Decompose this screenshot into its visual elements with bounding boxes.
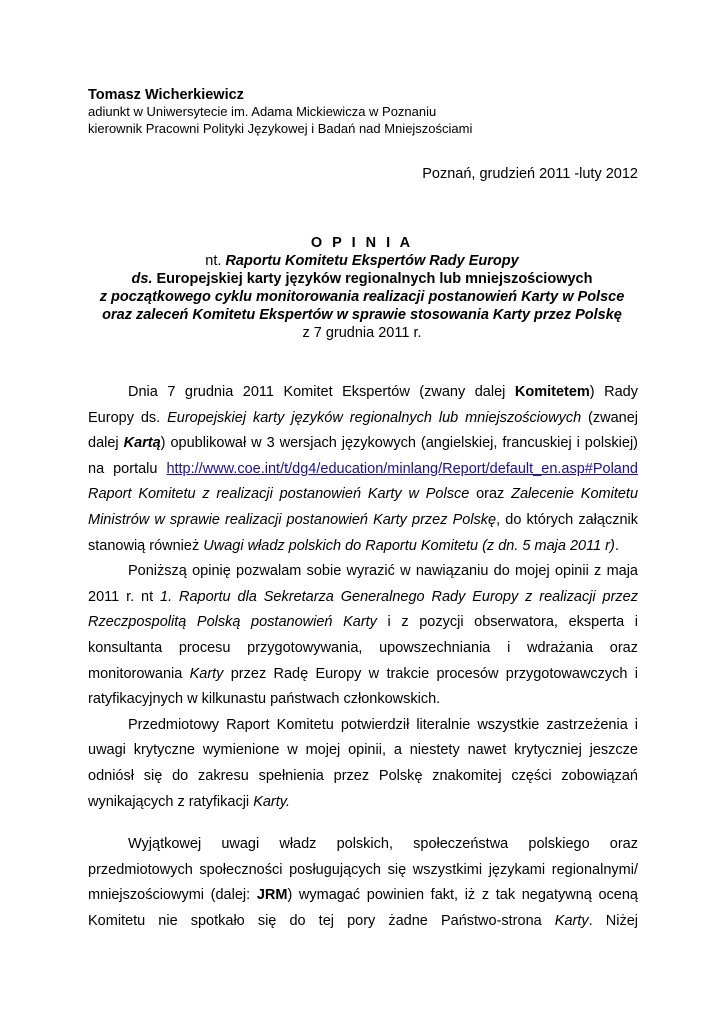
body-section-2 [88, 832, 638, 934]
document-title [60, 234, 664, 342]
title-line-2: ds. Europejskiej karty języków regionalnych lub mniejszościowych [131, 271, 593, 287]
paragraph-2: Poniższą opinię pozwalam sobie wyrazić w nawiązaniu do mojej opinii z maja 2011 r. nt 1. Raportu dla Sekretarza Generalnego Rady Europy z realizacji przez Rzeczpospolitą Polską postanowień Karty i z pozycji obserwatora, eksperta i konsultanta procesu przygotowywania, upowszechniania i wdrażania oraz monitorowania Karty przez Radę Europy w trakcie procesów przygotowawczych i ratyfikacyjnych w kilkunastu państwach członkowskich. [88, 563, 639, 708]
author-affiliation: adiunkt w Uniwersytecie im. Adama Mickiewicza w Poznaniu [88, 104, 437, 119]
paragraph-3: Przedmiotowy Raport Komitetu potwierdził literalnie wszystkie zastrzeżenia i uwagi krytyczne wymienione w mojej opinii, a niestety nawet krytyczniej jeszcze odniósł się do zakresu spełnienia przez Polskę znakomitej części zobowiązań wynikających z ratyfikacji Karty. [88, 716, 638, 810]
paragraph-4: Wyjątkowej uwagi władz polskich, społeczeństwa polskiego oraz przedmiotowych społeczności posługujących się wszystkimi językami regionalnymi/ mniejszościowymi (dalej: JRM) wymagać powinien fakt, iż z tak negatywną oceną Komitetu nie spotkało się do tej pory żadne Państwo-strona Karty. Niżej [88, 836, 638, 929]
author-position: kierownik Pracowni Polityki Językowej i Badań nad Mniejszościami [88, 120, 473, 136]
title-line-1: nt. Raportu Komitetu Ekspertów Rady Europy [205, 253, 519, 269]
body-section-1 [88, 380, 638, 815]
title-heading: O P I N I A [310, 235, 414, 251]
title-line-3: z początkowego cyklu monitorowania realizacji postanowień Karty w Polsce [99, 289, 625, 305]
paragraph-1: Dnia 7 grudnia 2011 Komitet Ekspertów (zwany dalej Komitetem) Rady Europy ds. Europejskiej karty języków regionalnych lub mniejszościowych (zwanej dalej Kartą) opublikował w 3 wersjach językowych (angielskiej, francuskiej i polskiej) na portalu http://www.coe.int/t/dg4/education/minlang/Report/default_en.asp#Poland Raport Komitetu z realizacji postanowień Karty w Polsce oraz Zalecenie Komitetu Ministrów w sprawie realizacji postanowień Karty przez Polskę, do których załącznik stanowią również Uwagi władz polskich do Raportu Komitetu (z dn. 5 maja 2011 r). [88, 384, 639, 554]
author-header [88, 86, 648, 137]
title-line-5: z 7 grudnia 2011 r. [302, 325, 422, 341]
place-date: Poznań, grudzień 2011 -luty 2012 [422, 166, 638, 182]
report-link[interactable]: http://www.coe.int/t/dg4/education/minlang/Report/default_en.asp#Poland [166, 460, 638, 477]
title-line-4: oraz zaleceń Komitetu Ekspertów w sprawie stosowania Karty przez Polskę [102, 307, 622, 323]
author-name: Tomasz Wicherkiewicz [88, 87, 244, 103]
